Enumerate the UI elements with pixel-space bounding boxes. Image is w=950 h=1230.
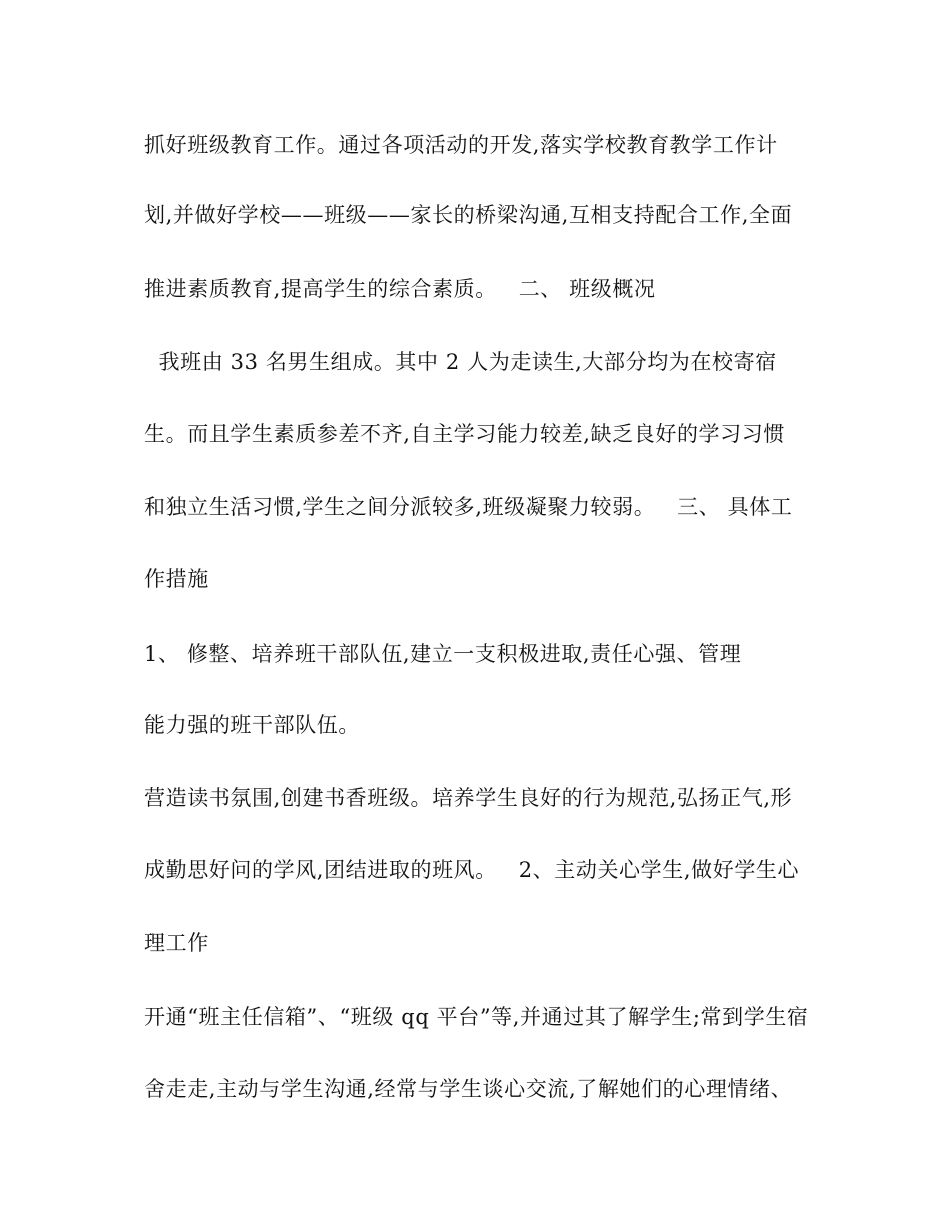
text-line-7: 作措施 — [144, 567, 209, 591]
text-line-2: 划,并做好学校——班级——家长的桥梁沟通,互相支持配合工作,全面 — [144, 203, 793, 227]
text-line-5: 生。而且学生素质参差不齐,自主学习能力较差,缺乏良好的学习习惯 — [144, 422, 785, 446]
text-line-13: 开通“班主任信箱”、“班级 qq 平台”等,并通过其了解学生;常到学生宿 — [144, 1005, 809, 1029]
text-line-14: 舍走走,主动与学生沟通,经常与学生谈心交流,了解她们的心理情绪、 — [144, 1077, 793, 1101]
text-line-1: 抓好班级教育工作。通过各项活动的开发,落实学校教育教学工作计 — [144, 133, 778, 157]
text-line-12: 理工作 — [144, 931, 209, 955]
text-line-10: 营造读书氛围,创建书香班级。培养学生良好的行为规范,弘扬正气,形 — [144, 786, 793, 810]
text-line-9: 能力强的班干部队伍。 — [144, 713, 360, 737]
text-line-8: 1、 修整、培养班干部队伍,建立一支积极进取,责任心强、管理 — [144, 642, 742, 666]
text-line-3: 推进素质教育,提高学生的综合素质。 二、 班级概况 — [144, 277, 656, 301]
text-line-6: 和独立生活习惯,学生之间分派较多,班级凝聚力较弱。 三、 具体工 — [144, 495, 793, 519]
text-line-11: 成勤思好问的学风,团结进取的班风。 2、主动关心学生,做好学生心 — [144, 858, 800, 882]
text-line-4: 我班由 33 名男生组成。其中 2 人为走读生,大部分均为在校寄宿 — [144, 350, 777, 374]
